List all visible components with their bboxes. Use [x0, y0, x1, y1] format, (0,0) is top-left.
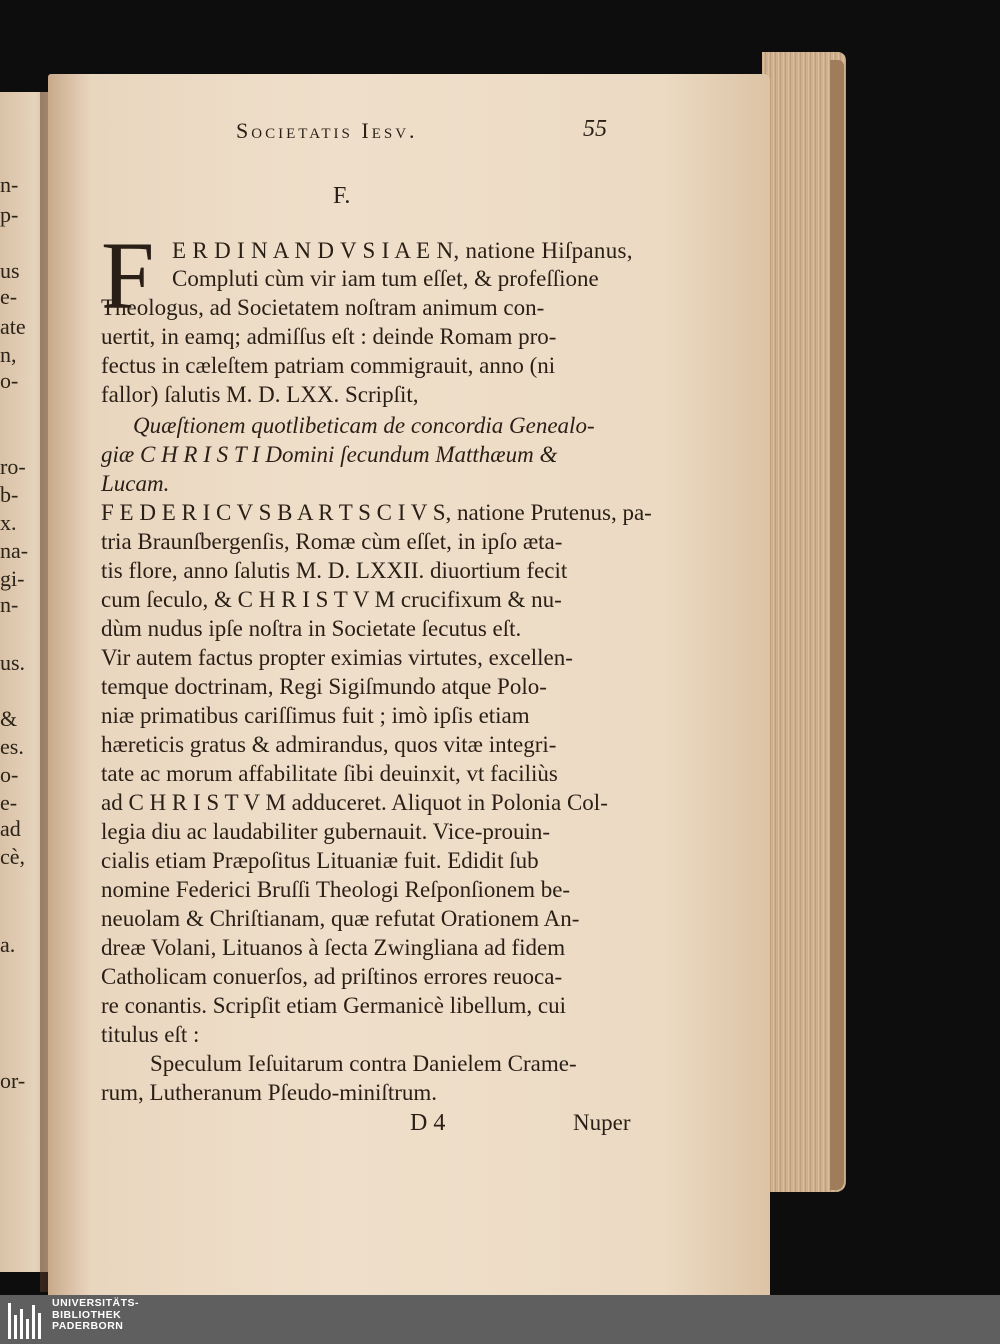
text-line: uertit, in eamq; admiſſus eſt : deinde Romam pro-: [101, 324, 557, 349]
page-edge-shadow: [830, 60, 844, 1190]
margin-fragment: n-: [0, 592, 19, 617]
text-line: hæreticis gratus & admirandus, quos vitæ integri-: [101, 732, 557, 757]
margin-fragment: a.: [0, 932, 16, 957]
margin-fragment: o-: [0, 368, 19, 393]
text-line: ad C H R I S T V M adduceret. Aliquot in Polonia Col-: [101, 790, 608, 815]
library-name-line: PADERBORN: [52, 1320, 124, 1332]
text-line: fallor) ſalutis M. D. LXX. Scripſit,: [101, 382, 419, 407]
text-line: temque doctrinam, Regi Sigiſmundo atque Polo-: [101, 674, 547, 699]
page-number: 55: [583, 116, 607, 142]
library-name-line: BIBLIOTHEK: [52, 1308, 122, 1321]
text-line: giæ C H R I S T I Domini ſecundum Matthæum &: [101, 442, 558, 467]
text-line: neuolam & Chriſtianam, quæ refutat Orationem An-: [101, 906, 580, 931]
text-line: legia diu ac laudabiliter gubernauit. Vice-prouin-: [101, 819, 551, 844]
library-name-line: UNIVERSITÄTS-: [52, 1297, 140, 1309]
margin-fragment: es.: [0, 734, 24, 759]
margin-fragment: p-: [0, 202, 19, 227]
text-line: tria Braunſbergenſis, Romæ cùm eſſet, in ipſo æta-: [101, 529, 563, 554]
text-line: dùm nudus ipſe noſtra in Societate ſecutus eſt.: [101, 616, 522, 641]
text-line: titulus eſt :: [101, 1022, 200, 1047]
text-line: Quæſtionem quotlibeticam de concordia Genealo-: [133, 413, 595, 438]
margin-fragment: gi-: [0, 566, 25, 591]
section-letter: F.: [333, 183, 351, 209]
text-line: Theologus, ad Societatem noſtram animum con-: [101, 295, 545, 320]
text-line: tate ac morum affabilitate ſibi deuinxit, vt faciliùs: [101, 761, 558, 786]
text-line: Vir autem factus propter eximias virtutes, excellen-: [101, 645, 573, 670]
margin-fragment: n-: [0, 172, 19, 197]
margin-fragment: us.: [0, 650, 26, 675]
margin-fragment: n,: [0, 342, 17, 367]
margin-fragment: &: [0, 706, 18, 731]
margin-fragment: o-: [0, 762, 19, 787]
margin-fragment: x.: [0, 510, 17, 535]
text-line: Catholicam conuerſos, ad priſtinos errores reuoca-: [101, 964, 563, 989]
margin-fragment: us: [0, 258, 20, 283]
text-line: cum ſeculo, & C H R I S T V M crucifixum & nu-: [101, 587, 562, 612]
margin-fragment: or-: [0, 1068, 26, 1093]
margin-fragment: ate: [0, 314, 26, 339]
running-head: Societatis Iesv.: [236, 118, 418, 143]
margin-fragment: ro-: [0, 454, 26, 479]
margin-fragment: na-: [0, 538, 29, 563]
text-line: niæ primatibus cariſſimus fuit ; imò ipſis etiam: [101, 703, 530, 728]
margin-fragment: e-: [0, 790, 18, 815]
signature-mark: D 4: [410, 1110, 446, 1136]
text-line: E R D I N A N D V S I A E N, natione Hiſpanus,: [172, 238, 633, 263]
margin-fragment: cè,: [0, 844, 26, 869]
text-line: Lucam.: [101, 471, 170, 496]
text-line: F E D E R I C V S B A R T S C I V S, natione Prutenus, pa-: [101, 500, 652, 525]
text-line: Speculum Ieſuitarum contra Danielem Crame-: [150, 1051, 577, 1076]
text-line: nomine Federici Bruſſi Theologi Reſponſionem be-: [101, 877, 571, 902]
text-line: fectus in cæleſtem patriam commigrauit, anno (ni: [101, 353, 556, 378]
drop-cap: F: [101, 222, 155, 329]
footer-bar: [0, 1295, 1000, 1344]
margin-fragment: ad: [0, 816, 21, 841]
library-logo-icon: [8, 1299, 46, 1339]
text-line: re conantis. Scripſit etiam Germanicè libellum, cui: [101, 993, 566, 1018]
library-name: [52, 1298, 139, 1333]
margin-fragment: e-: [0, 284, 18, 309]
text-line: Compluti cùm vir iam tum eſſet, & profeſſione: [172, 266, 599, 291]
text-line: dreæ Volani, Lituanos à ſecta Zwingliana ad fidem: [101, 935, 566, 960]
margin-fragment: b-: [0, 482, 19, 507]
text-line: tis flore, anno ſalutis M. D. LXXII. diuortium fecit: [101, 558, 568, 583]
text-line: rum, Lutheranum Pſeudo-miniſtrum.: [101, 1080, 438, 1105]
text-line: cialis etiam Præpoſitus Lituaniæ fuit. Edidit ſub: [101, 848, 539, 873]
catchword: Nuper: [573, 1110, 631, 1135]
